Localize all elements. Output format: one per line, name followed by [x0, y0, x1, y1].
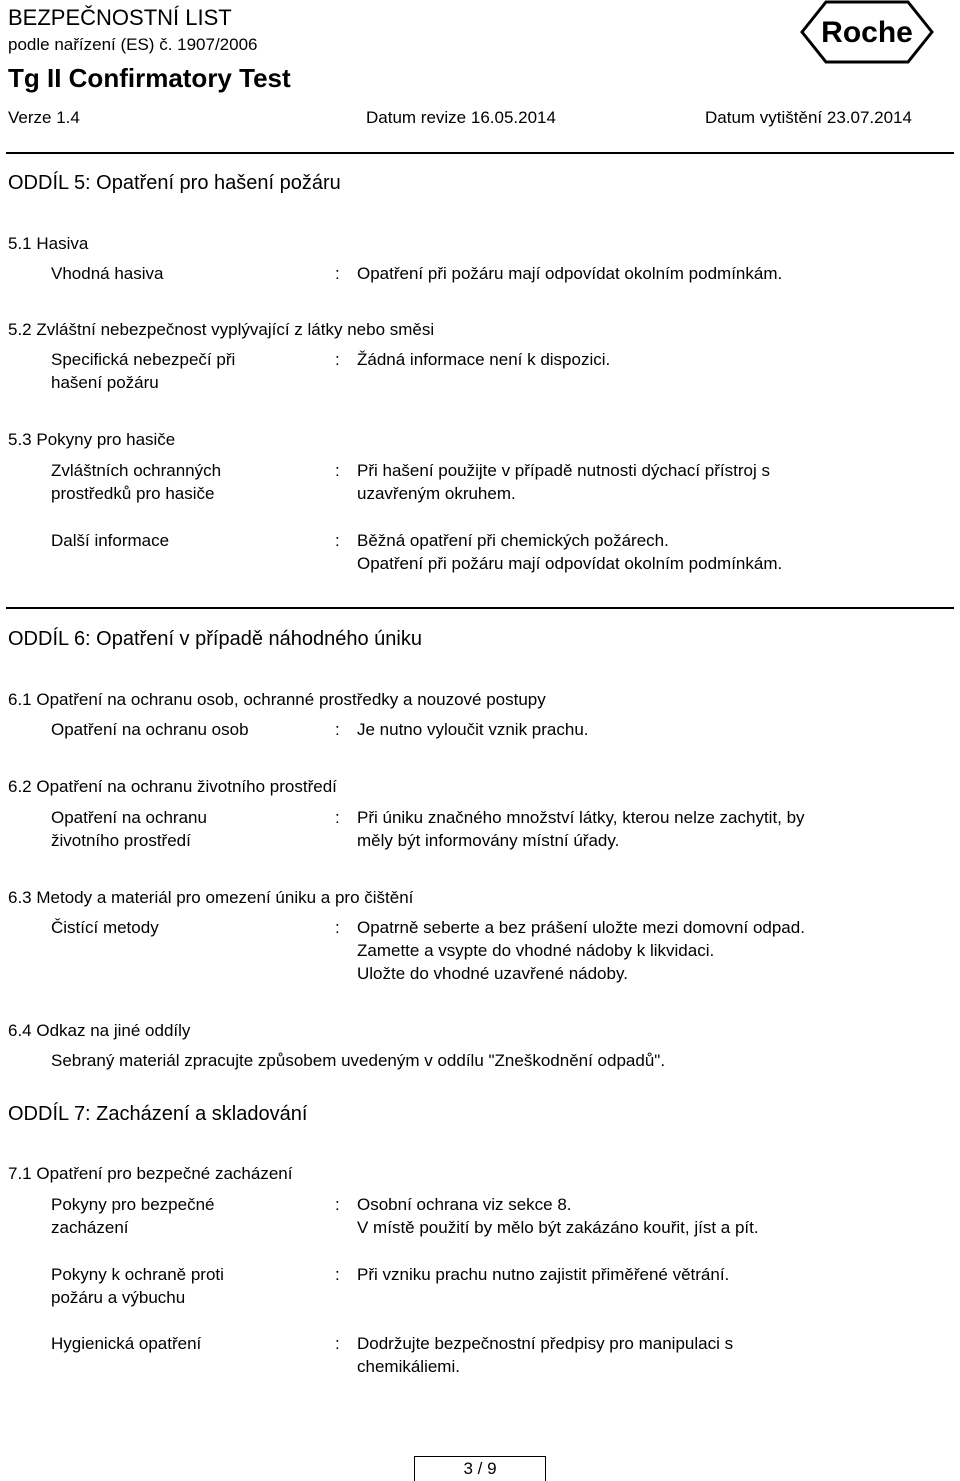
field-label: Opatření na ochranu osob: [51, 720, 249, 739]
cross-reference-text: Sebraný materiál zpracujte způsobem uvedeným v oddílu "Zneškodnění odpadů".: [51, 1051, 666, 1070]
product-name: Tg II Confirmatory Test: [8, 63, 291, 93]
section-6-title: ODDÍL 6: Opatření v případě náhodného úniku: [8, 628, 422, 650]
subsection-5-1: 5.1 Hasiva: [8, 234, 89, 253]
field-value: Při vzniku prachu nutno zajistit přiměřené větrání.: [357, 1265, 730, 1284]
field-label: hašení požáru: [51, 373, 159, 392]
document-title: BEZPEČNOSTNÍ LIST: [8, 5, 232, 30]
field-label: Pokyny pro bezpečné: [51, 1195, 215, 1214]
colon: :: [335, 918, 340, 937]
subsection-5-3: 5.3 Pokyny pro hasiče: [8, 430, 176, 449]
field-value: Opatření při požáru mají odpovídat okolním podmínkám.: [357, 554, 783, 573]
subsection-6-3: 6.3 Metody a materiál pro omezení úniku a pro čištění: [8, 888, 414, 907]
field-label: Zvláštních ochranných: [51, 461, 222, 480]
field-value: Při hašení použijte v případě nutnosti dýchací přístroj s: [357, 461, 770, 480]
colon: :: [335, 1334, 340, 1353]
subsection-7-1: 7.1 Opatření pro bezpečné zacházení: [8, 1164, 293, 1183]
field-label: Opatření na ochranu: [51, 808, 207, 827]
field-value: Opatrně seberte a bez prášení uložte mezi domovní odpad.: [357, 918, 805, 937]
field-value: Je nutno vyloučit vznik prachu.: [357, 720, 589, 739]
field-value: chemikáliemi.: [357, 1357, 460, 1376]
field-label: zacházení: [51, 1218, 129, 1237]
revision-date: Datum revize 16.05.2014: [366, 108, 556, 127]
field-value: Uložte do vhodné uzavřené nádoby.: [357, 964, 628, 983]
colon: :: [335, 808, 340, 827]
subsection-6-4: 6.4 Odkaz na jiné oddíly: [8, 1021, 191, 1040]
print-date: Datum vytištění 23.07.2014: [705, 108, 912, 127]
field-label: požáru a výbuchu: [51, 1288, 186, 1307]
colon: :: [335, 264, 340, 283]
regulation-text: podle nařízení (ES) č. 1907/2006: [8, 35, 258, 54]
colon: :: [335, 350, 340, 369]
field-value: uzavřeným okruhem.: [357, 484, 516, 503]
subsection-6-2: 6.2 Opatření na ochranu životního prostředí: [8, 777, 337, 796]
colon: :: [335, 1265, 340, 1284]
field-label: Čistící metody: [51, 918, 159, 937]
field-value: Běžná opatření při chemických požárech.: [357, 531, 669, 550]
section-5-title: ODDÍL 5: Opatření pro hašení požáru: [8, 172, 341, 194]
field-value: Opatření při požáru mají odpovídat okolním podmínkám.: [357, 264, 783, 283]
field-label: prostředků pro hasiče: [51, 484, 215, 503]
colon: :: [335, 461, 340, 480]
header-rule: [6, 152, 954, 154]
field-value: Dodržujte bezpečnostní předpisy pro manipulaci s: [357, 1334, 734, 1353]
section-rule: [6, 607, 954, 609]
page-number: 3 / 9: [463, 1459, 497, 1478]
field-value: Osobní ochrana viz sekce 8.: [357, 1195, 572, 1214]
subsection-5-2: 5.2 Zvláštní nebezpečnost vyplývající z látky nebo směsi: [8, 320, 435, 339]
field-label: Pokyny k ochraně proti: [51, 1265, 224, 1284]
field-value: V místě použití by mělo být zakázáno kouřit, jíst a pít.: [357, 1218, 759, 1237]
version: Verze 1.4: [8, 108, 80, 127]
logo-text: Roche: [821, 16, 913, 49]
page-number-box: [414, 1456, 546, 1481]
field-value: Při úniku značného množství látky, kterou nelze zachytit, by: [357, 808, 805, 827]
field-label: Vhodná hasiva: [51, 264, 164, 283]
field-label: Specifická nebezpečí při: [51, 350, 236, 369]
field-value: měly být informovány místní úřady.: [357, 831, 620, 850]
roche-logo: [782, 0, 952, 64]
field-label: Hygienická opatření: [51, 1334, 202, 1353]
subsection-6-1: 6.1 Opatření na ochranu osob, ochranné prostředky a nouzové postupy: [8, 690, 546, 709]
field-value: Žádná informace není k dispozici.: [357, 350, 611, 369]
field-value: Zamette a vsypte do vhodné nádoby k likvidaci.: [357, 941, 715, 960]
field-label: Další informace: [51, 531, 170, 550]
colon: :: [335, 720, 340, 739]
colon: :: [335, 531, 340, 550]
colon: :: [335, 1195, 340, 1214]
section-7-title: ODDÍL 7: Zacházení a skladování: [8, 1103, 308, 1125]
field-label: životního prostředí: [51, 831, 191, 850]
